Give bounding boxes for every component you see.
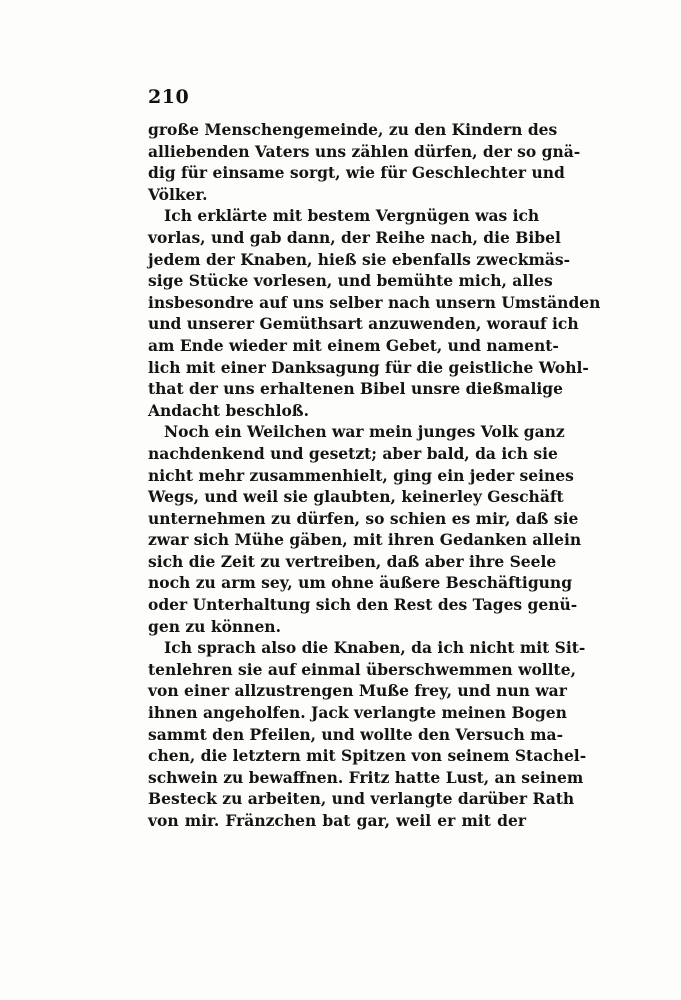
text-line: oder Unterhaltung sich den Rest des Tages genü-: [148, 595, 578, 615]
paragraph-2: [148, 205, 601, 421]
text-line: tenlehren sie auf einmal überschwemmen wollte,: [148, 659, 576, 679]
text-line: sammt den Pfeilen, und wollte den Versuch ma-: [148, 724, 563, 744]
text-line: nicht mehr zusammenhielt, ging ein jeder seines: [148, 465, 574, 485]
text-line: Ich sprach also die Knaben, da ich nicht mit Sit-: [164, 638, 586, 658]
text-line: am Ende wieder mit einem Gebet, und nament-: [148, 335, 559, 355]
text-line: vorlas, und gab dann, der Reihe nach, die Bibel: [148, 227, 561, 247]
text-line: Noch ein Weilchen war mein junges Volk ganz: [164, 422, 565, 442]
text-line: nachdenkend und gesetzt; aber bald, da ich sie: [148, 443, 558, 463]
text-line: große Menschengemeinde, zu den Kindern des: [148, 120, 558, 139]
text-line: gen zu können.: [148, 616, 281, 636]
text-line: dig für einsame sorgt, wie für Geschlechter und: [148, 163, 565, 183]
text-line: noch zu arm sey, um ohne äußere Beschäftigung: [148, 573, 573, 593]
text-line: lich mit einer Danksagung für die geistliche Wohl-: [148, 357, 589, 377]
text-line: sige Stücke vorlesen, und bemühte mich, alles: [148, 271, 553, 291]
text-line: von einer allzustrengen Muße frey, und nun war: [148, 681, 567, 701]
text-line: insbesondre auf uns selber nach unsern Umständen: [148, 292, 601, 312]
text-line: Wegs, und weil sie glaubten, keinerley Geschäft: [148, 487, 564, 507]
text-line: chen, die letztern mit Spitzen von seinem Stachel-: [148, 746, 587, 766]
text-line: that der uns erhaltenen Bibel unsre dießmalige: [148, 379, 563, 399]
text-line: alliebenden Vaters uns zählen dürfen, der so gnä-: [148, 141, 581, 161]
text-line: schwein zu bewaffnen. Fritz hatte Lust, an seinem: [148, 767, 584, 787]
text-line: Völker.: [148, 184, 208, 204]
text-line: und unserer Gemüthsart anzuwenden, worauf ich: [148, 314, 579, 334]
text-line: zwar sich Mühe gäben, mit ihren Gedanken allein: [148, 530, 582, 550]
page-number: 210: [148, 86, 190, 108]
text-line: sich die Zeit zu vertreiben, daß aber ihre Seele: [148, 551, 557, 571]
paragraph-1: [148, 119, 581, 205]
text-line: von mir. Fränzchen bat gar, weil er mit der: [148, 811, 526, 830]
text-line: jedem der Knaben, hieß sie ebenfalls zweckmäs-: [148, 249, 571, 269]
paragraph-4: [148, 637, 587, 831]
text-line: ihnen angeholfen. Jack verlangte meinen Bogen: [148, 703, 567, 723]
text-line: Ich erklärte mit bestem Vergnügen was ich: [164, 206, 540, 226]
body-text: [148, 119, 601, 832]
text-line: Andacht beschloß.: [148, 400, 309, 420]
paragraph-3: [148, 421, 582, 637]
text-line: unternehmen zu dürfen, so schien es mir, daß sie: [148, 508, 579, 528]
text-line: Besteck zu arbeiten, und verlangte darüber Rath: [148, 789, 575, 809]
